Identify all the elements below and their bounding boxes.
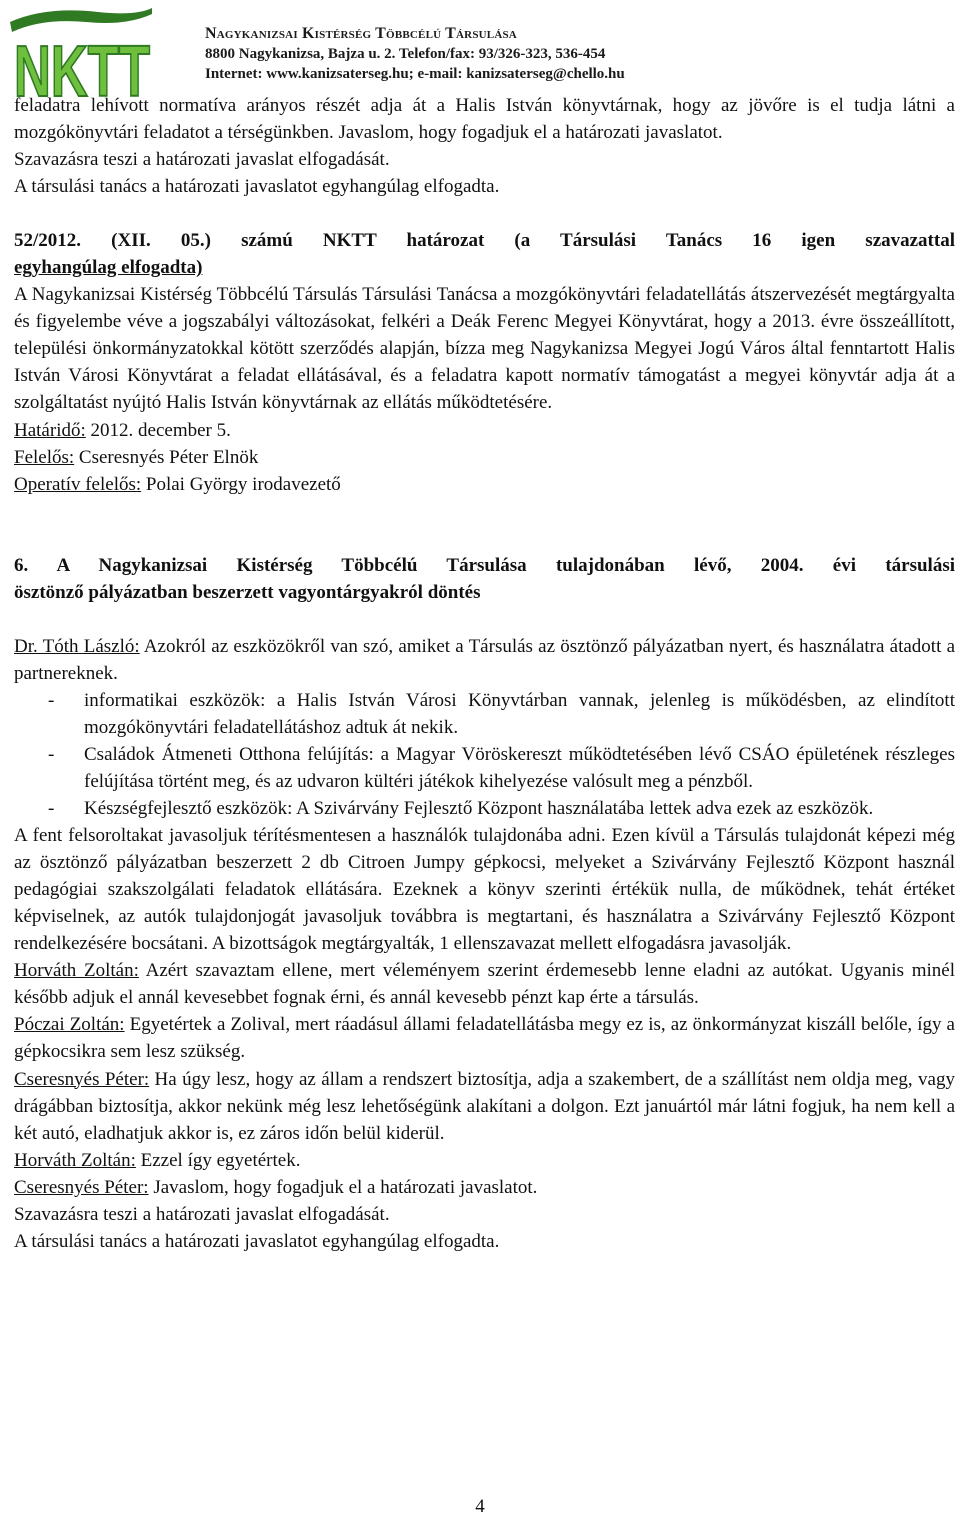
- organization-address: 8800 Nagykanizsa, Bajza u. 2. Telefon/fax: 93/326-323, 536-454: [205, 46, 606, 62]
- deadline-value: 2012. december 5.: [85, 419, 231, 441]
- organization-info: [205, 24, 625, 84]
- speech-text: Javaslom, hogy fogadjuk el a határozati javaslatot.: [148, 1176, 538, 1198]
- vote-result: A társulási tanács a határozati javaslatot egyhangúlag elfogadta.: [14, 176, 500, 198]
- speaker-name: Dr. Tóth László:: [14, 635, 140, 657]
- operative-line: [14, 471, 955, 498]
- logo-swoosh: [10, 8, 152, 32]
- resolution-title-line2: egyhangúlag elfogadta): [14, 257, 203, 279]
- deadline-label: Határidő:: [14, 419, 86, 441]
- section-title: [14, 552, 955, 579]
- organization-web: Internet: www.kanizsaterseg.hu; e-mail: kanizsaterseg@chello.hu: [205, 66, 625, 82]
- document-body: [14, 92, 955, 1255]
- speaker-name: Póczai Zoltán:: [14, 1014, 125, 1036]
- responsible-line: [14, 444, 955, 471]
- vote-call-2: Szavazásra teszi a határozati javaslat elfogadását.: [14, 1203, 390, 1225]
- speech-text: Ezzel így egyetértek.: [135, 1149, 301, 1171]
- deadline-line: [14, 417, 955, 444]
- section-title-line2: ösztönző pályázatban beszerzett vagyontárgyakról döntés: [14, 581, 481, 603]
- asset-list: [14, 687, 955, 822]
- intro-paragraph: feladatra lehívott normatíva arányos részét adja át a Halis István könyvtárnak, hogy az jövőre is el tudja látni a mozgókönyvtári feladatot a térségünkben. Javaslom, hogy fogadjuk el a határozati javaslatot.: [14, 95, 955, 144]
- speech-horvath: [14, 957, 955, 1011]
- asset-list-item: - Készségfejlesztő eszközök: A Szivárvány Fejlesztő Központ használatába lettek adva ezek az eszközök.: [48, 798, 874, 820]
- speech-toth: [14, 633, 955, 687]
- speaker-name: Cseresnyés Péter:: [14, 1068, 150, 1090]
- responsible-value: Cseresnyés Péter Elnök: [74, 446, 259, 468]
- vote-result-2: A társulási tanács a határozati javaslatot egyhangúlag elfogadta.: [14, 1230, 500, 1252]
- asset-list-text: Készségfejlesztő eszközök: A Szivárvány Fejlesztő Központ használatába lettek adva ezek az eszközök.: [84, 798, 874, 820]
- resolution-body: A Nagykanizsai Kistérség Többcélú Társulás Társulási Tanácsa a mozgókönyvtári feladatellátás átszervezését megtárgyalta és figyelembe véve a jogszabályi változásokat, felkéri a Deák Ferenc Megyei Könyvtárat, hogy a 2013. évre összeállított, települési önkormányzatokkal kötött szerződés alapján, bízza meg Nagykanizsa Megyei Jogú Város által fenntartott Halis István Városi Könyvtárat a feladat ellátásával, és a feladatra kapott normatív támogatást a megyei könyvtár adja át a szolgáltatást nyújtó Halis István könyvtárnak az ellátás működtetésére.: [14, 284, 955, 414]
- speech-cseresnyes-2: [14, 1174, 955, 1201]
- speech-poczai: [14, 1011, 955, 1065]
- letterhead: [0, 0, 960, 112]
- speech-text: Egyetértek a Zolival, mert ráadásul állami feladatellátásba megy ez is, az önkormányzat kiszáll belőle, így a gépkocsikra sem lesz szükség.: [14, 1014, 955, 1063]
- speech-text: Ha úgy lesz, hogy az állam a rendszert biztosítja, adja a szakembert, de a szállítást nem oldja meg, vagy drágábban biztosítja, akkor nekünk még lesz lehetőségünk alakítani a dolgon. Ezt januártól már látni fogjuk, ha nem kell a két autó, eladhatjuk akkor is, ez záros időn belül kiderül.: [14, 1068, 955, 1144]
- speaker-name: Horváth Zoltán:: [14, 960, 139, 982]
- resolution-title-line1: 52/2012. (XII. 05.) számú NKTT határozat (a Társulási Tanács 16 igen szavazattal: [14, 230, 955, 252]
- asset-list-item: - Családok Átmeneti Otthona felújítás: a Magyar Vöröskereszt működtetésében lévő CSÁO épületének részleges felújítása történt meg, és az udvaron kültéri játékok kihelyezése valósult meg a pénzből.: [48, 743, 955, 792]
- organization-name: Nagykanizsai Kistérség Többcélú Társulása: [205, 25, 517, 42]
- speech-text: Azokról az eszközökről van szó, amiket a Társulás az ösztönző pályázatban nyert, és használatra átadott a partnereknek.: [14, 635, 955, 684]
- speech-cseresnyes: [14, 1066, 955, 1147]
- resolution-title: [14, 227, 955, 254]
- operative-label: Operatív felelős:: [14, 473, 142, 495]
- proposal-paragraph: A fent felsoroltakat javasoljuk térítésmentesen a használók tulajdonába adni. Ezen kívül a Társulás tulajdonát képezi még az ösztönző pályázatban beszerzett 2 db Citroen Jumpy gépkocsi, melyeket a Szivárvány Fejlesztő Központ használ pedagógiai szakszolgálati feladatok ellátására. Ezeknek a könyv szerinti értékük nulla, de működnek, tehát értéket képviselnek, az autók tulajdonjogát javasoljuk továbbra is megtartani, és használatra a Szivárvány Fejlesztő Központ rendelkezésére bocsátani. A bizottságok megtárgyalták, 1 ellenszavazat mellett elfogadásra javasolják.: [14, 825, 955, 955]
- page-number: 4: [475, 1496, 485, 1517]
- vote-call: Szavazásra teszi a határozati javaslat elfogadását.: [14, 149, 390, 171]
- responsible-label: Felelős:: [14, 446, 75, 468]
- asset-list-text: Családok Átmeneti Otthona felújítás: a Magyar Vöröskereszt működtetésében lévő CSÁO épületének részleges felújítása történt meg, és az udvaron kültéri játékok kihelyezése valósult meg a pénzből.: [84, 743, 955, 792]
- speaker-name: Cseresnyés Péter:: [14, 1176, 149, 1198]
- speech-horvath-2: [14, 1147, 955, 1174]
- speaker-name: Horváth Zoltán:: [14, 1149, 136, 1171]
- asset-list-item: - informatikai eszközök: a Halis István Városi Könyvtárban vannak, jelenleg is működésben, az elindított mozgókönyvtári feladatellátáshoz adtuk át nekik.: [48, 689, 955, 738]
- speech-text: Azért szavaztam ellene, mert véleményem szerint érdemesebb lenne eladni az autókat. Ugyanis minél később adjuk el annál kevesebbet fognak érni, és annál kevesebb pénzt kap érte a társulás.: [14, 960, 955, 1009]
- asset-list-text: informatikai eszközök: a Halis István Városi Könyvtárban vannak, jelenleg is működésben, az elindított mozgókönyvtári feladatellátáshoz adtuk át nekik.: [84, 689, 955, 738]
- section-title-line1: 6. A Nagykanizsai Kistérség Többcélú Társulása tulajdonában lévő, 2004. évi társulási: [14, 554, 955, 576]
- logo-text: NKTT: [14, 32, 151, 112]
- operative-value: Polai György irodavezető: [141, 473, 341, 495]
